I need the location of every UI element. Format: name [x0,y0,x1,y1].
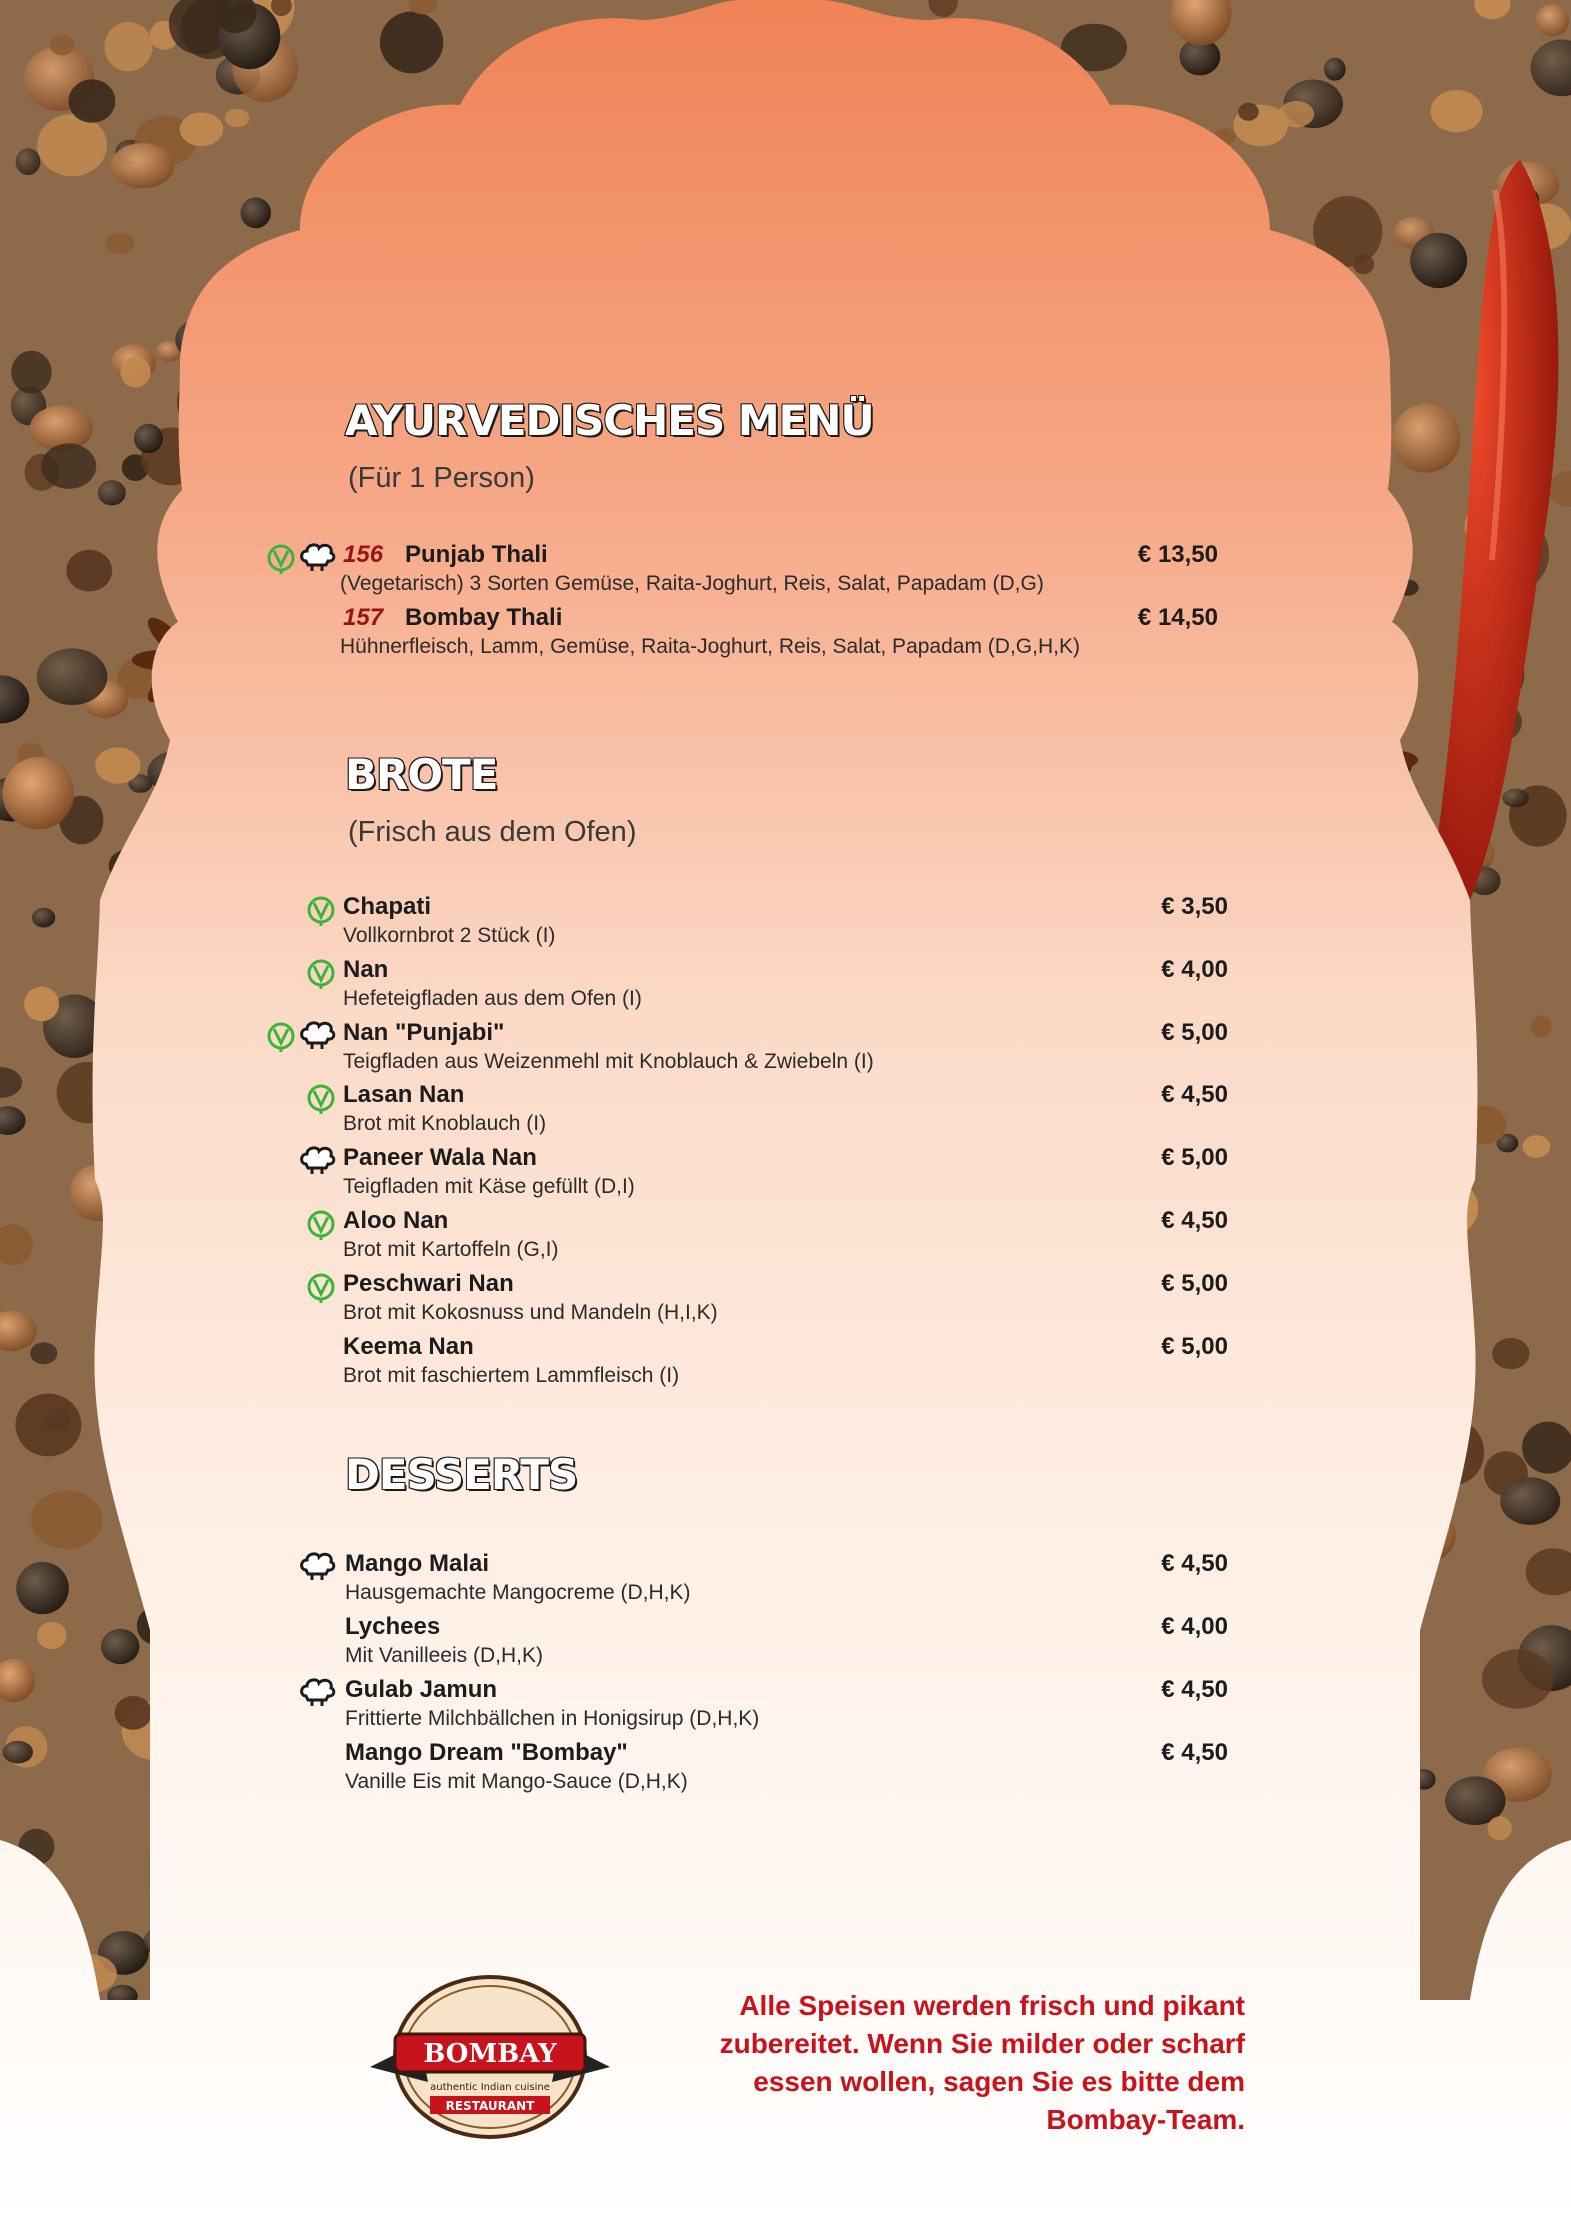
item-name: Nan "Punjabi" [343,1018,505,1046]
section-title-breads: BROTE [345,750,498,799]
item-price: € 5,00 [1161,1018,1228,1046]
section-title-ayurvedic: AYURVEDISCHES MENÜ [345,396,874,445]
item-price: € 4,50 [1161,1676,1228,1703]
menu-item [0,956,1571,1020]
menu-item [0,1207,1571,1271]
item-name: Punjab Thali [405,541,548,568]
menu-item [0,1333,1571,1397]
menu-item [0,1144,1571,1208]
chef-hat-icon [298,1676,336,1712]
item-price: € 5,00 [1161,1269,1228,1297]
item-description: Brot mit Knoblauch (I) [343,1112,547,1136]
footer-note-line: Alle Speisen werden frisch und pikant [739,1990,1245,2021]
item-description: Hühnerfleisch, Lamm, Gemüse, Raita-Joghurt, Reis, Salat, Papadam (D,G,H,K) [340,635,1080,658]
item-description: Vanille Eis mit Mango-Sauce (D,H,K) [345,1770,688,1793]
item-name: Chapati [343,893,432,920]
item-price: € 4,50 [1161,1550,1228,1577]
item-description: Frittierte Milchbällchen in Honigsirup (D,H,K) [345,1707,760,1730]
item-name: Peschwari Nan [343,1269,514,1297]
menu-item [0,1270,1571,1334]
menu-item [0,893,1571,957]
item-name: Gulab Jamun [345,1676,498,1703]
item-price: € 14,50 [1137,604,1218,631]
menu-item [0,1550,1571,1614]
logo-label: RESTAURANT [445,2099,535,2113]
item-name: Lasan Nan [343,1081,465,1109]
logo-name: BOMBAY [423,2039,557,2069]
veg-icon [306,895,336,931]
menu-item [0,1676,1571,1740]
menu-item [0,604,1571,668]
item-price: € 5,00 [1161,1144,1228,1172]
item-price: € 4,00 [1161,1613,1228,1640]
item-name: Keema Nan [343,1332,474,1360]
item-description: Vollkornbrot 2 Stück (I) [343,924,556,947]
item-name: Lychees [345,1613,441,1640]
item-description: Brot mit faschiertem Lammfleisch (I) [343,1363,680,1387]
veg-icon [266,543,296,579]
menu-item [0,1019,1571,1083]
footer-note-line: Bombay-Team. [1046,2104,1245,2135]
veg-icon [306,1272,336,1308]
footer-note-line: essen wollen, sagen Sie es bitte dem [753,2066,1245,2097]
item-name: Mango Dream "Bombay" [345,1739,628,1766]
item-description: (Vegetarisch) 3 Sorten Gemüse, Raita-Joghurt, Reis, Salat, Papadam (D,G) [340,572,1044,595]
section-subtitle-ayurvedic: (Für 1 Person) [348,462,535,494]
chef-hat-icon [298,1144,336,1180]
chef-hat-icon [298,541,336,577]
item-number: 157 [343,604,384,631]
item-price: € 4,50 [1161,1739,1228,1766]
chef-hat-icon [298,1019,336,1055]
item-description: Brot mit Kokosnuss und Mandeln (H,I,K) [343,1300,718,1324]
item-name: Bombay Thali [405,604,563,631]
item-description: Teigfladen mit Käse gefüllt (D,I) [343,1175,635,1199]
item-number: 156 [343,541,384,568]
chef-hat-icon [298,1550,336,1586]
item-description: Teigfladen aus Weizenmehl mit Knoblauch & Zwiebeln (I) [343,1049,874,1073]
item-price: € 5,00 [1161,1332,1228,1360]
item-name: Nan [343,955,389,983]
item-name: Mango Malai [345,1550,490,1577]
veg-icon [306,1209,336,1245]
veg-icon [266,1021,296,1057]
item-name: Paneer Wala Nan [343,1144,537,1172]
footer-note [630,1987,1245,2139]
item-name: Aloo Nan [343,1207,449,1234]
footer-note-line: zubereitet. Wenn Sie milder oder scharf [719,2028,1245,2059]
logo-tagline: authentic Indian cuisine [430,2082,550,2093]
item-description: Hausgemachte Mangocreme (D,H,K) [345,1581,691,1604]
veg-icon [306,1083,336,1119]
veg-icon [306,958,336,994]
item-price: € 4,00 [1161,955,1228,983]
item-price: € 3,50 [1161,893,1228,920]
bombay-logo [350,1972,630,2142]
section-subtitle-breads: (Frisch aus dem Ofen) [348,816,637,848]
menu-item [0,1081,1571,1145]
item-description: Mit Vanilleeis (D,H,K) [345,1644,543,1667]
menu-item [0,1613,1571,1677]
item-price: € 13,50 [1137,541,1218,568]
menu-item [0,1739,1571,1803]
item-price: € 4,50 [1161,1207,1228,1234]
item-price: € 4,50 [1161,1081,1228,1109]
item-description: Hefeteigfladen aus dem Ofen (I) [343,986,642,1010]
section-title-desserts: DESSERTS [345,1450,578,1499]
item-description: Brot mit Kartoffeln (G,I) [343,1238,559,1261]
menu-item [0,541,1571,605]
